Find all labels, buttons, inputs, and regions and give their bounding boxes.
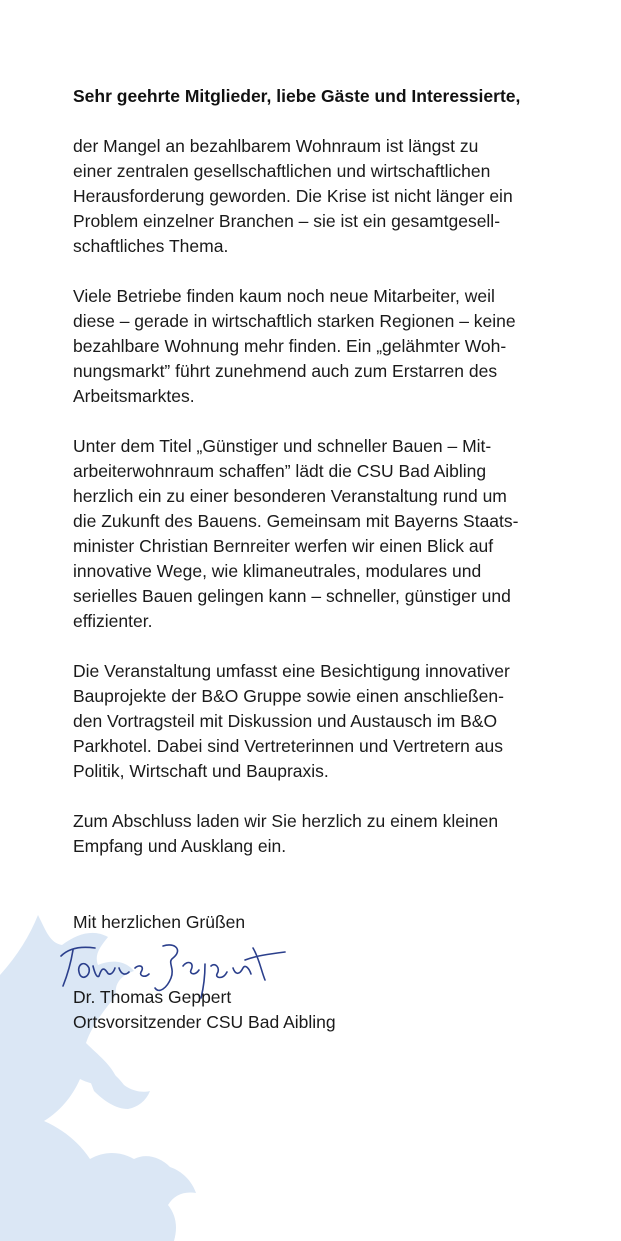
paragraph-reception: Zum Abschluss laden wir Sie herzlich zu einem kleinen Empfang und Ausklang ein. (73, 811, 499, 856)
paragraph-housing-shortage: der Mangel an bezahlbarem Wohnraum ist längst zu einer zentralen gesellschaftlichen und wirtschaftlichen Herausforderung geworden. Die Krise ist nicht länger ein Problem einzelner Branchen – sie ist ein gesamtgesell- schaftliches Thema. (73, 136, 513, 256)
closing-greeting: Mit herzlichen Grüßen (73, 912, 246, 932)
paragraph-event-program: Die Veranstaltung umfasst eine Besichtigung innovativer Bauprojekte der B&O Gruppe sowie einen anschließen- den Vortragsteil mit Diskussion und Austausch im B&O Parkhotel. Dabei sind Vertreterinnen und Vertretern aus Politik, Wirtschaft und Baupraxis. (73, 661, 510, 781)
paragraph-labor-market: Viele Betriebe finden kaum noch neue Mitarbeiter, weil diese – gerade in wirtschaftlich starken Regionen – keine bezahlbare Wohnung mehr finden. Ein „gelähmter Woh- nungsmarkt” führt zunehmend auch zum Erstarren des Arbeitsmarktes. (73, 286, 516, 406)
signer-title: Ortsvorsitzender CSU Bad Aibling (73, 1012, 336, 1032)
signer-name: Dr. Thomas Geppert (73, 987, 232, 1007)
letter-body (73, 84, 573, 884)
paragraph-event-invitation: Unter dem Titel „Günstiger und schneller Bauen – Mit- arbeiterwohnraum schaffen” lädt die CSU Bad Aibling herzlich ein zu einer besonderen Veranstaltung rund um die Zukunft des Bauens. Gemeinsam mit Bayerns Staats- minister Christian Bernreiter werfen wir einen Blick auf innovative Wege, wie klimaneutrales, modulares und serielles Bauen gelingen kann – schneller, günstiger und effizienter. (73, 436, 519, 631)
salutation: Sehr geehrte Mitglieder, liebe Gäste und Interessierte, (73, 86, 521, 106)
signer-block (73, 985, 336, 1035)
